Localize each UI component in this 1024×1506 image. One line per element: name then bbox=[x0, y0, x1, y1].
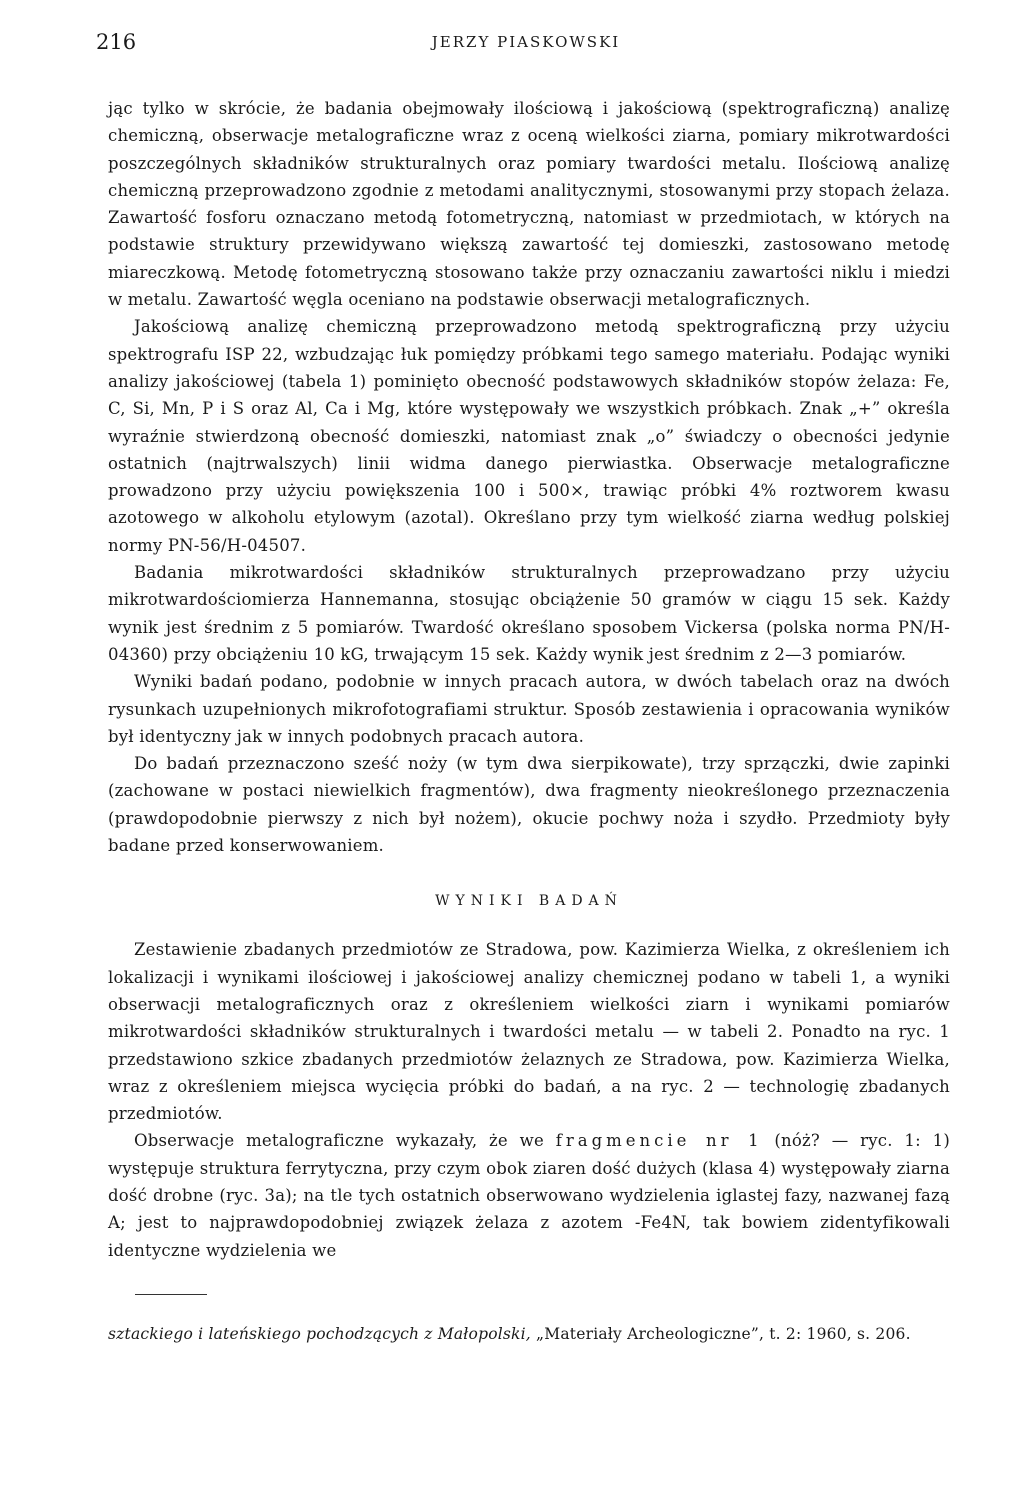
page-number: 216 bbox=[96, 30, 137, 54]
footnote-divider bbox=[135, 1294, 207, 1295]
footnote-text: „Materiały Archeologiczne”, t. 2: 1960, s. 206. bbox=[530, 1325, 911, 1343]
spaced-emphasis: fragmencie nr 1 bbox=[555, 1131, 763, 1151]
paragraph-text: Obserwacje metalograficzne wykazały, że we bbox=[134, 1131, 556, 1151]
paragraph: Zestawienie zbadanych przedmiotów ze Stradowa, pow. Kazimierza Wielka, z określeniem ich lokalizacji i wynikami ilościowej i jakościowej analizy chemicznej podano w tabeli 1, a wyniki obserwacji metalograficznych oraz z określeniem wielkości ziarn i wynikami pomiarów mikrotwardości składników strukturalnych i twardości metalu — w tabeli 2. Ponadto na ryc. 1 przedstawiono szkice zbadanych przedmiotów żelaznych ze Stradowa, pow. Kazimierza Wielka, wraz z określeniem miejsca wycięcia próbki do badań, a na ryc. 2 — technologię zbadanych przedmiotów. bbox=[108, 940, 950, 1124]
footnote bbox=[108, 1322, 950, 1347]
paragraph: Badania mikrotwardości składników strukturalnych przeprowadzano przy użyciu mikrotwardościomierza Hannemanna, stosując obciążenie 50 gramów w ciągu 15 sek. Każdy wynik jest średnim z 5 pomiarów. Twardość określano sposobem Vickersa (polska norma PN/H-04360) przy obciążeniu 10 kG, trwającym 15 sek. Każdy wynik jest średnim z 2—3 pomiarów. bbox=[108, 563, 950, 664]
paragraph: Jakościową analizę chemiczną przeprowadzono metodą spektrograficzną przy użyciu spektrografu ISP 22, wzbudzając łuk pomiędzy próbkami tego samego materiału. Podając wyniki analizy jakościowej (tabela 1) pominięto obecność podstawowych składników stopów żelaza: Fe, C, Si, Mn, P i S oraz Al, Ca i Mg, które występowały we wszystkich próbkach. Znak „+” określa wyraźnie stwierdzoną obecność domieszki, natomiast znak „o” świadczy o obecności jedynie ostatnich (najtrwalszych) linii widma danego pierwiastka. Obserwacje metalograficzne prowadzono przy użyciu powiększenia 100 i 500×, trawiąc próbki 4% roztworem kwasu azotowego w alkoholu etylowym (azotal). Określano przy tym wielkość ziarna według polskiej normy PN-56/H-04507. bbox=[108, 317, 950, 555]
running-head: JERZY PIASKOWSKI bbox=[431, 33, 621, 51]
section-heading: WYNIKI BADAŃ bbox=[435, 893, 623, 910]
paragraph: jąc tylko w skrócie, że badania obejmowały ilościową i jakościową (spektrograficzną) analizę chemiczną, obserwacje metalograficzne wraz z oceną wielkości ziarna, pomiary mikrotwardości poszczególnych składników strukturalnych oraz pomiary twardości metalu. Ilościową analizę chemiczną przeprowadzono zgodnie z metodami analitycznymi, stosowanymi przy stopach żelaza. Zawartość fosforu oznaczano metodą fotometryczną, natomiast w przedmiotach, w których na podstawie struktury przewidywano większą zawartość tej domieszki, zastosowano metodę miareczkową. Metodę fotometryczną stosowano także przy oznaczaniu zawartości niklu i miedzi w metalu. Zawartość węgla oceniano na podstawie obserwacji metalograficznych. bbox=[108, 99, 950, 310]
paragraph-text: (nóż? — ryc. 1: 1) występuje struktura ferrytyczna, przy czym obok ziaren dość dużych (klasa 4) występowały ziarna dość drobne (ryc. 3a); na tle tych ostatnich obserwowano wydzielenia iglastej fazy, nazwanej fazą A; jest to najprawdopodobniej związek żelaza z azotem -Fe4N, tak bowiem zidentyfikowali identyczne wydzielenia we bbox=[108, 1131, 950, 1260]
paragraph: Wyniki badań podano, podobnie w innych pracach autora, w dwóch tabelach oraz na dwóch rysunkach uzupełnionych mikrofotografiami struktur. Sposób zestawienia i opracowania wyników był identyczny jak w innych podobnych pracach autora. bbox=[108, 672, 950, 746]
footnote-italic: sztackiego i lateńskiego pochodzących z Małopolski, bbox=[108, 1325, 531, 1343]
paragraph bbox=[108, 1127, 950, 1263]
page-header bbox=[96, 30, 956, 60]
main-text bbox=[108, 95, 950, 1264]
paragraph: Do badań przeznaczono sześć noży (w tym dwa sierpikowate), trzy sprzączki, dwie zapinki (zachowane w postaci niewielkich fragmentów), dwa fragmenty nieokreślonego przeznaczenia (prawdopodobnie pierwszy z nich był nożem), okucie pochwy noża i szydło. Przedmioty były badane przed konserwowaniem. bbox=[108, 754, 950, 856]
